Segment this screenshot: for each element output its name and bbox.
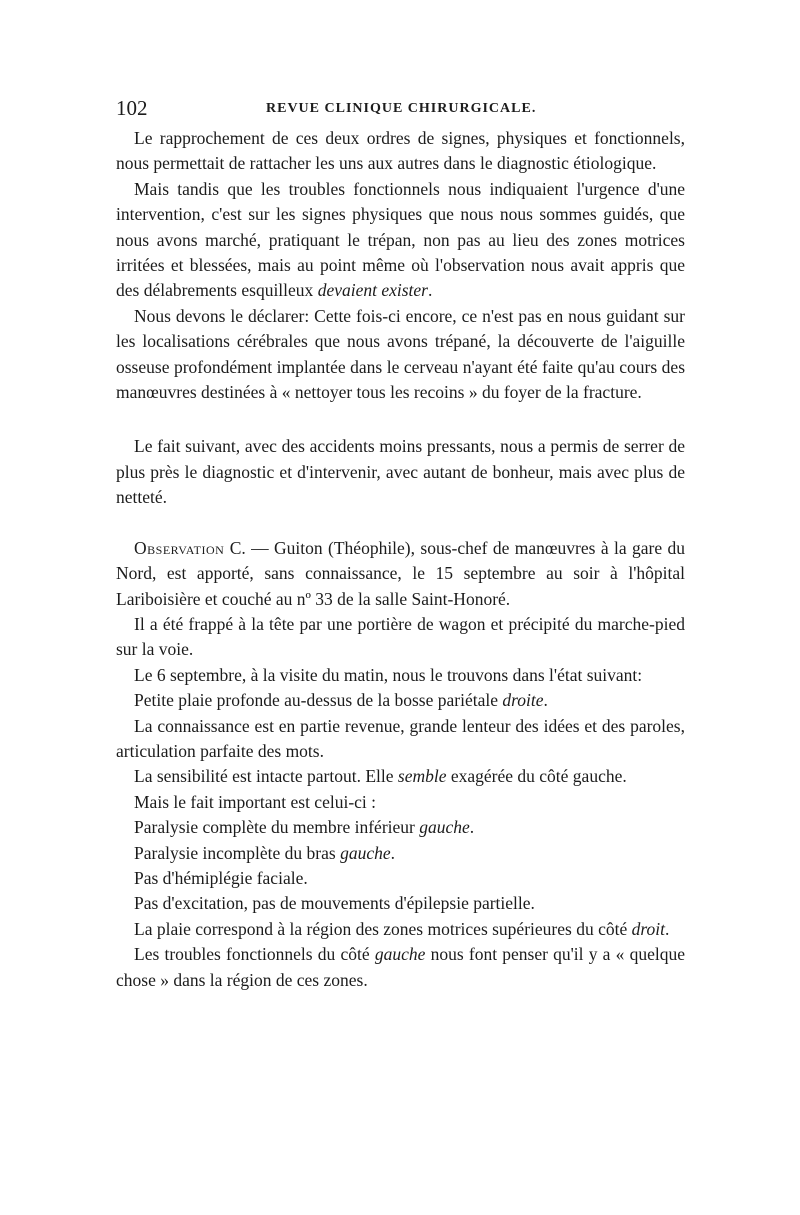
paragraph-4: Le fait suivant, avec des accidents moins pressants, nous a permis de serrer de plus près le diagnostic et d'intervenir, avec autant de bonheur, mais avec plus de netteté. bbox=[116, 436, 685, 508]
observation-label: Observation bbox=[134, 537, 225, 558]
emphasis: droite bbox=[502, 690, 544, 711]
page-body bbox=[116, 126, 685, 993]
emphasis: devaient exister bbox=[317, 280, 428, 301]
emphasis: droit bbox=[631, 918, 665, 939]
paragraph-2: Mais tandis que les troubles fonctionnels nous indiquaient l'urgence d'une intervention, c'est sur les signes physiques que nous nous sommes guidés, que nous avons marché, pratiquant le trépan, non pas au lieu des zones motrices irritées et blessées, mais au point même où l'observation nous avait appris que des délabrements esquilleux devaient exister. bbox=[116, 178, 685, 301]
emphasis: semble bbox=[397, 766, 447, 787]
paragraph-15: La plaie correspond à la région des zones motrices supérieures du côté droit. bbox=[134, 918, 670, 939]
paragraph-8: La connaissance est en partie revenue, grande lenteur des idées et des paroles, articulation parfaite des mots. bbox=[116, 715, 685, 761]
page-number: 102 bbox=[116, 96, 148, 120]
paragraph-6: Le 6 septembre, à la visite du matin, nous le trouvons dans l'état suivant: bbox=[134, 664, 643, 685]
paragraph-5: Il a été frappé à la tête par une portière de wagon et précipité du marche-pied sur la voie. bbox=[116, 613, 685, 660]
paragraph-14: Pas d'excitation, pas de mouvements d'épilepsie partielle. bbox=[134, 893, 535, 914]
paragraph-1: Le rapprochement de ces deux ordres de signes, physiques et fonctionnels, nous permettait de rattacher les uns aux autres dans le diagnostic étiologique. bbox=[116, 128, 685, 174]
observation-heading-paragraph: Observation C. — Guiton (Théophile), sous-chef de manœuvres à la gare du Nord, est apporté, sans connaissance, le 15 septembre au soir à l'hôpital Lariboisière et couché au nº 33 de la salle Saint-Honoré. bbox=[116, 537, 685, 609]
paragraph-13: Pas d'hémiplégie faciale. bbox=[134, 867, 308, 888]
paragraph-16: Les troubles fonctionnels du côté gauche nous font penser qu'il y a « quelque chose » dans la région de ces zones. bbox=[116, 944, 685, 990]
paragraph-7: Petite plaie profonde au-dessus de la bosse pariétale droite. bbox=[134, 690, 548, 711]
section-spacer bbox=[116, 405, 685, 434]
paragraph-3: Nous devons le déclarer: Cette fois-ci encore, ce n'est pas en nous guidant sur les localisations cérébrales que nous avons trépané, la découverte de l'aiguille osseuse profondément implantée dans le cerveau n'ayant été faite qu'au cours des manœuvres destinées à « nettoyer tous les recoins » du foyer de la fracture. bbox=[116, 305, 685, 403]
emphasis: gauche bbox=[419, 817, 470, 838]
paragraph-11: Paralysie complète du membre inférieur gauche. bbox=[134, 817, 475, 838]
paragraph-9: La sensibilité est intacte partout. Elle semble exagérée du côté gauche. bbox=[134, 766, 627, 787]
running-title: REVUE CLINIQUE CHIRURGICALE. bbox=[266, 101, 537, 116]
page-header bbox=[116, 96, 684, 120]
section-spacer bbox=[116, 511, 685, 536]
emphasis: gauche bbox=[340, 842, 391, 863]
emphasis: gauche bbox=[374, 944, 426, 965]
paragraph-12: Paralysie incomplète du bras gauche. bbox=[134, 842, 395, 863]
paragraph-10: Mais le fait important est celui-ci : bbox=[134, 791, 377, 812]
